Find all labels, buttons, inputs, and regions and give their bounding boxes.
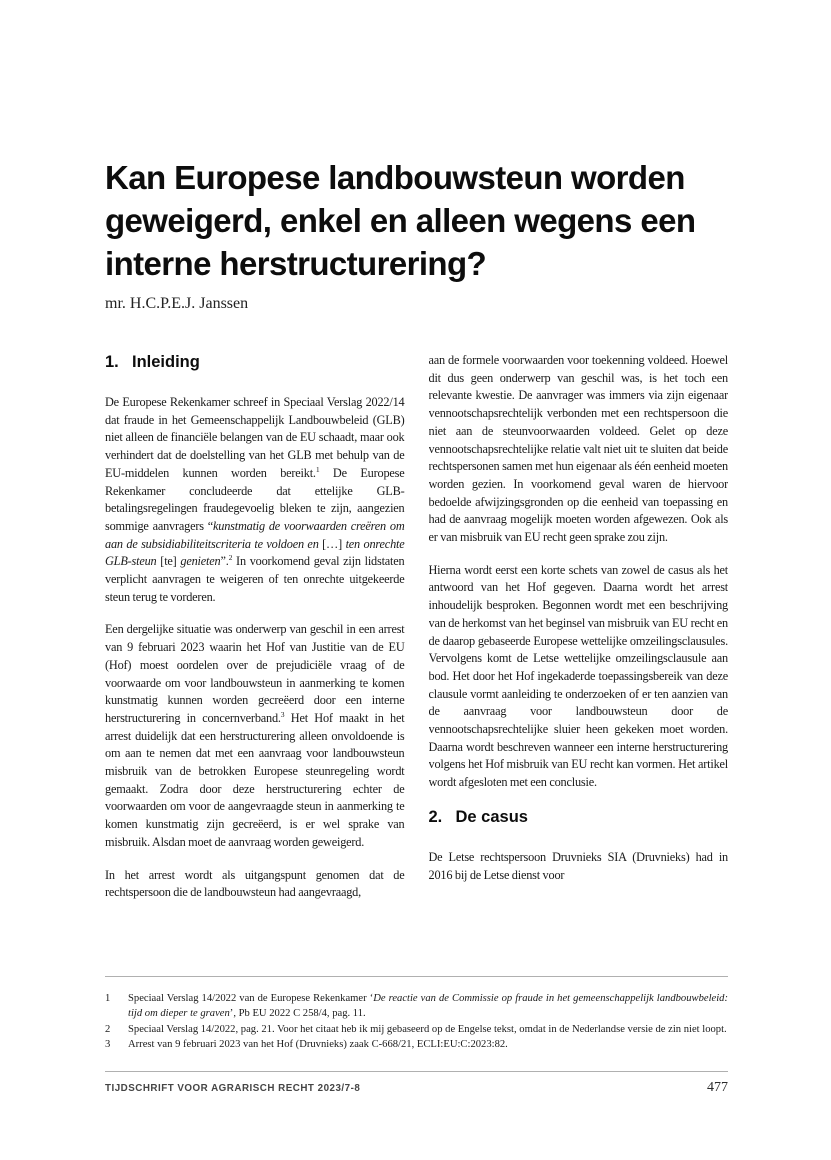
text-run: In voorkomend geval zijn lidstaten verplicht aanvragen te weigeren of ten onrechte uitgekeerde steun terug te vorderen. — [105, 554, 405, 604]
footnote-text — [128, 1022, 728, 1037]
emphasized-text: kunstmatig de voorwaarden creëren om aan de subsidiabiliteitscriteria te voldoen en — [105, 518, 405, 551]
text-run: aan de formele voorwaarden voor toekenning voldeed. Hoewel dit dus geen onderwerp van geschil was, is het toch een relevante kwestie. De aanvrager was immers via zijn eigenaar vennootschapsrechtelijk verbonden met een rechtspersoon die niet aan de steunvoorwaarden voldeed. Gelet op deze vennootschapsrechtelijke relatie valt niet uit te sluiten dat beide rechtspersonen samen met hun eigenaar als één eenheid moeten worden gezien. In voorkomend geval waren de hiervoor bedoelde afwijzingsgronden op die eenheid van toepassing en had de aanvraag mogelijk moeten worden afgewezen. Ook als er van misbruik van EU recht geen sprake zou zijn. — [428, 353, 728, 545]
footer-separator-rule — [105, 1071, 728, 1072]
article-title: Kan Europese landbouwsteun worden geweigerd, enkel en alleen wegens een interne herstructurering? — [105, 159, 696, 282]
section-label: Inleiding — [132, 353, 200, 371]
text-run: Arrest van 9 februari 2023 van het Hof (Druvnieks) zaak C-668/21, ECLI:EU:C:2023:82. — [128, 1038, 508, 1050]
journal-name: TIJDSCHRIFT VOOR AGRARISCH RECHT 2023/7-8 — [105, 1083, 361, 1094]
footnote-marker: 2 — [228, 553, 233, 563]
paragraph — [105, 394, 405, 606]
article-header — [105, 156, 728, 313]
footnote — [105, 1022, 728, 1037]
section-label: De casus — [455, 807, 528, 826]
text-run: ”. — [220, 554, 229, 569]
paragraph — [105, 621, 405, 851]
footnote-text — [128, 991, 728, 1022]
paragraph — [429, 849, 729, 884]
footnotes-section — [105, 991, 728, 1052]
text-run: Het Hof maakt in het arrest duidelijk dat een herstructurering alleen onvoldoende is om aan te nemen dat met een aanvraag voor landbouwsteun misbruik van de betrokken Europese steunregeling wordt gemaakt. Zodra door deze herstructurering echter de voorwaarden om voor de aangevraagde steun in aanmerking te komen kunstmatig zijn gecreëerd, is er wel sprake van misbruik. Alsdan moet de aanvraag worden geweigerd. — [105, 710, 405, 849]
section-heading — [105, 352, 405, 372]
footnote-text — [128, 1037, 728, 1052]
footnote-marker: 1 — [315, 464, 320, 474]
emphasized-text: De reactie van de Commissie op fraude in het gemeenschappelijk landbouwbeleid: tijd om dieper te graven — [128, 993, 728, 1020]
text-run: In het arrest wordt als uitgangspunt genomen dat de rechtspersoon die de landbouwsteun had aangevraagd, — [105, 867, 405, 900]
text-run: Speciaal Verslag 14/2022 van de Europese Rekenkamer ‘ — [128, 993, 374, 1004]
footnote-separator-rule — [105, 976, 728, 977]
text-run: Hierna wordt eerst een korte schets van zowel de casus als het antwoord van het Hof gegeven. Daarna wordt het arrest inhoudelijk besproken. Begonnen wordt met een beschrijving van de herkomst van het beginsel van misbruik van EU recht en de daarop gebaseerde Europese wettelijke omzeilingsclausules. Vervolgens komt de Letse wettelijke omzeilingsclausule aan bod. Het door het Hof ingekaderde toepassingsbereik van deze clausule vormt aanleiding te onderzoeken of er ten aanzien van de aanvraag voor landbouwsteun door de vennootschapsrechtelijke sluier heen gekeken moet worden. Daarna wordt beschreven wanneer een interne herstructurering volgens het Hof misbruik van EU recht kan vormen. Het artikel wordt afgesloten met een conclusie. — [428, 562, 728, 790]
text-run: De Europese Rekenkamer schreef in Speciaal Verslag 2022/14 dat fraude in het Gemeenschappelijk Landbouwbeleid (GLB) niet alleen de financiële belangen van de EU schaadt, maar ook verhindert dat de doelstelling van het GLB met behulp van de EU-middelen kunnen worden bereikt. — [105, 395, 405, 480]
paragraph — [105, 867, 405, 902]
right-column — [429, 352, 729, 974]
paragraph — [429, 352, 729, 547]
left-column — [105, 352, 405, 974]
page-footer — [105, 1080, 728, 1096]
footnote — [105, 991, 728, 1022]
paragraph — [429, 562, 729, 792]
article-author: mr. H.C.P.E.J. Janssen — [105, 295, 249, 312]
footnote-number: 1 — [105, 993, 111, 1004]
section-number: 1. — [105, 353, 119, 371]
text-run: De Europese Rekenkamer concludeerde dat ettelijke GLB-betalingsregelingen fraudegevoelig bleken te zijn, aangezien sommige aanvragers “ — [105, 465, 405, 533]
text-run: De Letse rechtspersoon Druvnieks SIA (Druvnieks) had in 2016 bij de Letse dienst voor — [428, 849, 728, 882]
emphasized-text: genieten — [180, 554, 221, 569]
footnote — [105, 1037, 728, 1052]
text-run: [te] — [156, 554, 181, 569]
text-run: Een dergelijke situatie was onderwerp van geschil in een arrest van 9 februari 2023 waarin het Hof van Justitie van de EU (Hof) moest oordelen over de prejudiciële vraag of de voorwaarde om voor landbouwsteun in aanmerking te komen kunstmatig kunnen worden gecreëerd door een interne herstructurering in concernverband. — [105, 622, 405, 725]
footnote-number: 2 — [105, 1023, 111, 1035]
footnote-marker: 3 — [280, 709, 285, 719]
footnote-number: 3 — [105, 1038, 111, 1050]
section-heading — [429, 807, 729, 827]
page-number: 477 — [707, 1080, 728, 1095]
section-number: 2. — [428, 807, 443, 826]
text-run: ’, Pb EU 2022 C 258/4, pag. 11. — [229, 1008, 366, 1020]
text-run: […] — [318, 536, 346, 551]
article-body — [105, 352, 728, 974]
text-run: Speciaal Verslag 14/2022, pag. 21. Voor het citaat heb ik mij gebaseerd op de Engelse tekst, omdat in de Nederlandse versie de zin niet loopt. — [128, 1023, 727, 1035]
emphasized-text: ten onrechte GLB-steun — [105, 536, 405, 569]
